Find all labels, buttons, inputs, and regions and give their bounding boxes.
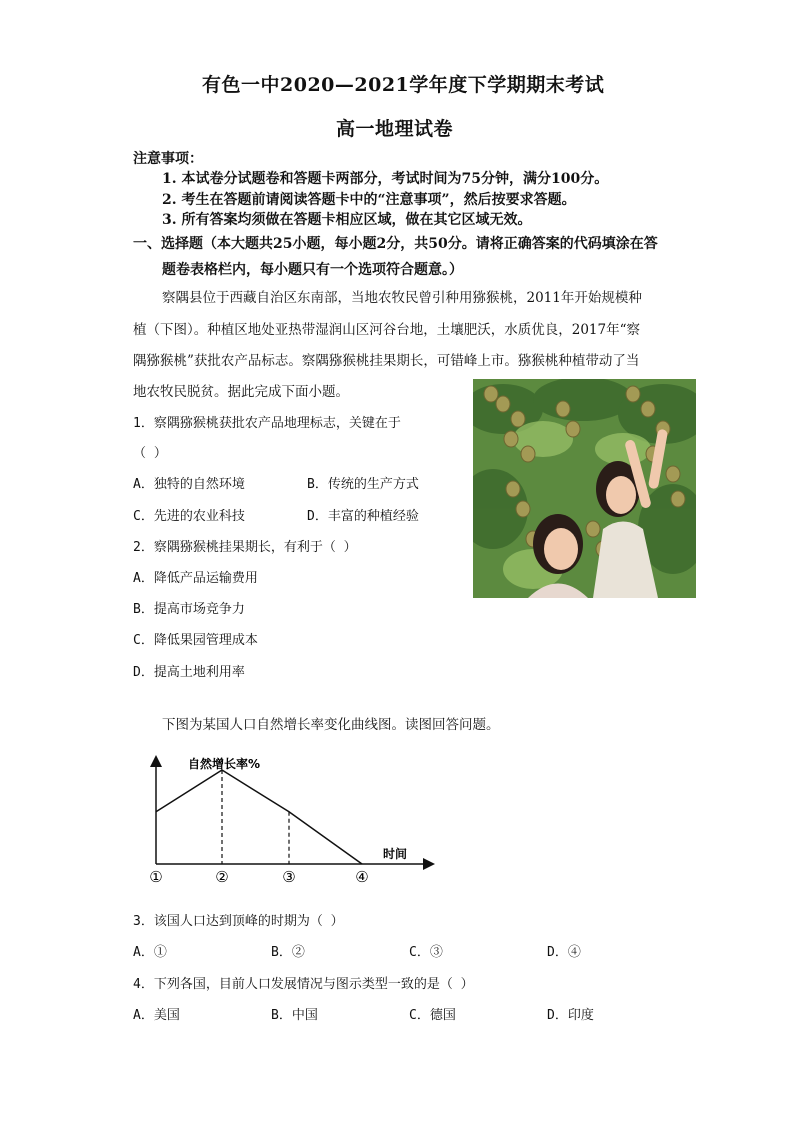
q3-stem: 3．该国人口达到顶峰的时期为（ ） [133,914,344,929]
population-growth-chart-svg [140,750,440,890]
q3-option-c: C．③ [409,945,443,960]
kiwifruit-photo [473,379,696,598]
q1-stem: 1．察隅猕猴桃获批农产品地理标志，关键在于 [133,416,401,431]
exam-subtitle: 高一地理试卷 [336,118,454,140]
x-tick-label: ④ [355,868,369,886]
x-axis-label: 时间 [383,847,408,861]
exam-title: 有色一中2020—2021学年度下学期期末考试 [202,74,605,96]
notice-item-1: 1. 本试卷分试题卷和答题卡两部分，考试时间为75分钟，满分100分。 [162,171,609,187]
q4-option-b: B．中国 [271,1008,318,1023]
q1-option-a: A．独特的自然环境 [133,477,245,492]
q3-option-a: A．① [133,945,167,960]
kiwifruit-photo-illustration [473,379,696,598]
x-tick-label: ① [149,868,163,886]
q2-option-b: B．提高市场竞争力 [133,602,245,617]
q1-option-b: B．传统的生产方式 [307,477,419,492]
x-tick-label: ③ [282,868,296,886]
q1-option-d: D．丰富的种植经验 [307,509,419,524]
q1-paren: （ ） [133,446,167,461]
passage1-line4: 地农牧民脱贫。据此完成下面小题。 [133,384,349,400]
q2-option-c: C．降低果园管理成本 [133,633,258,648]
q3-option-d: D．④ [547,945,581,960]
q3-option-b: B．② [271,945,305,960]
q4-stem: 4．下列各国，目前人口发展情况与图示类型一致的是（ ） [133,977,474,992]
growth-rate-line [156,770,362,864]
x-tick-label: ② [215,868,229,886]
passage2: 下图为某国人口自然增长率变化曲线图。读图回答问题。 [162,717,500,733]
section-heading-line2: 题卷表格栏内，每小题只有一个选项符合题意。） [162,262,463,278]
passage1-line3: 隅猕猴桃”获批农产品标志。察隅猕猴桃挂果期长，可错峰上市。猕猴桃种植带动了当 [133,353,640,369]
notice-item-2: 2. 考生在答题前请阅读答题卡中的“注意事项”，然后按要求答题。 [162,192,576,208]
q1-option-c: C．先进的农业科技 [133,509,245,524]
q4-option-d: D．印度 [547,1008,594,1023]
section-heading-line1: 一、选择题（本大题共25小题，每小题2分，共50分。请将正确答案的代码填涂在答 [133,236,658,252]
q2-stem: 2．察隅猕猴桃挂果期长，有利于（ ） [133,540,357,555]
passage1-line2: 植（下图）。种植区地处亚热带湿润山区河谷台地，土壤肥沃，水质优良，2017年“察 [133,322,641,338]
notice-heading: 注意事项： [133,151,203,167]
q4-option-a: A．美国 [133,1008,180,1023]
q2-option-d: D．提高土地利用率 [133,665,245,680]
q2-option-a: A．降低产品运输费用 [133,571,258,586]
q4-option-c: C．德国 [409,1008,456,1023]
population-growth-chart [140,750,440,890]
notice-item-3: 3. 所有答案均须做在答题卡相应区域，做在其它区域无效。 [162,212,532,228]
passage1-line1: 察隅县位于西藏自治区东南部，当地农牧民曾引种用猕猴桃，2011年开始规模种 [162,290,642,306]
y-axis-label: 自然增长率% [188,757,261,771]
